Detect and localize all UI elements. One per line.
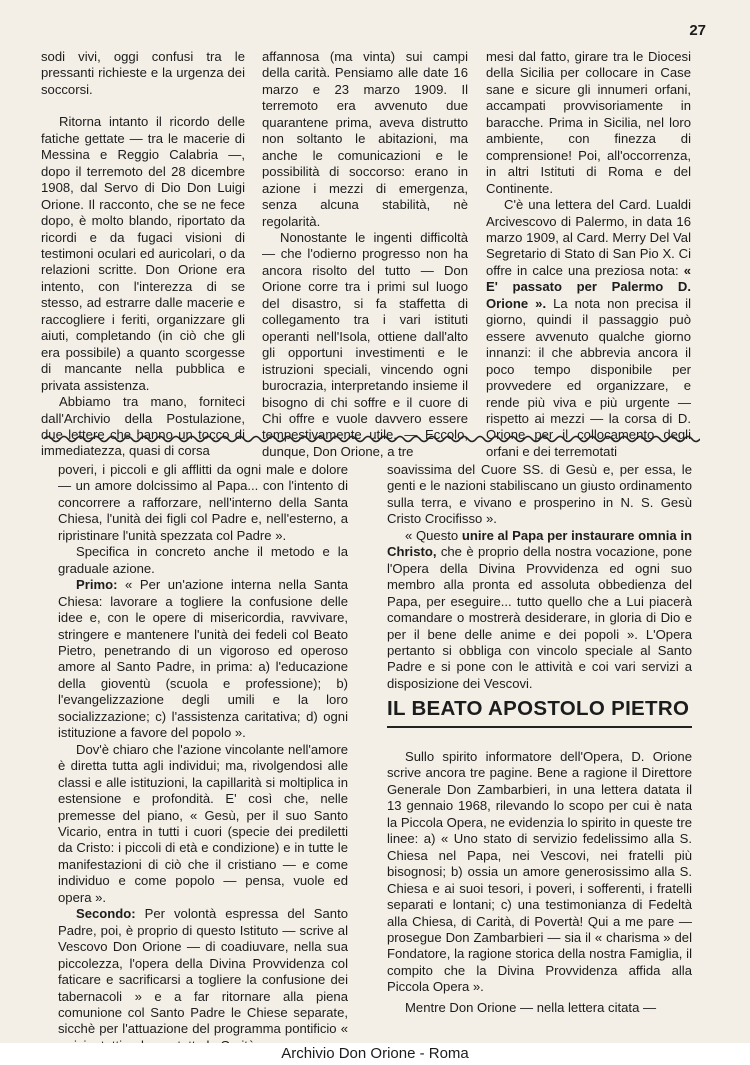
title-underline [387, 726, 692, 728]
paragraph-text: La nota non precisa il giorno, quindi il passaggio può essere avvenuto qualche giorno innanzi: il che abbrevia ancora il poco tempo disponibile per provvedere ed organizzare, e rende più viva e più urgente — rispetto ai mezzi — la corsa di D. Orione per il collocamento degli orfani e dei terremotati [486, 295, 691, 459]
paragraph [486, 197, 691, 460]
paragraph: Abbiamo tra mano, forniteci dall'Archivio della Postulazione, due lettere che hanno un tocco di immediatezza, quasi di corsa [41, 394, 245, 459]
paragraph: affannosa (ma vinta) sui campi della carità. Pensiamo alle date 16 marzo e 23 marzo 1909. Il terremoto era avvenuto due quarantene prima, aveva distrutto non soltanto le abitazioni, ma anche le comunicazioni e le possibilità di soccorso: erano in azione i mezzi di emergenza, senza alcuna stabilità, nè regolarità. [262, 49, 468, 229]
paragraph-lead: Secondo: [76, 906, 136, 922]
top-column-3 [486, 49, 691, 460]
quoted-note: « E' passato per Palermo D. Orione ». [486, 262, 692, 311]
archive-footer: Archivio Don Orione - Roma [0, 1043, 750, 1065]
bold-phrase: unire al Papa per instaurare omnia in Christo, [387, 527, 692, 560]
paragraph-lead: Primo: [76, 577, 118, 593]
page-number: 27 [689, 22, 706, 39]
paragraph-text: C'è una lettera del Card. Lualdi Arcivescovo di Palermo, in data 16 marzo 1909, al Card. Merry Del Val Segretario di Stato di San Pio X. Ci offre in calce una preziosa nota: [486, 197, 691, 278]
paragraph: sodi vivi, oggi confusi tra le pressanti richieste e la urgenza dei soccorsi. [41, 49, 245, 97]
paragraph: Sullo spirito informatore dell'Opera, D. Orione scrive ancora tre pagine. Bene a ragione il Direttore Generale Don Zambarbieri, in una lettera datata il 13 gennaio 1968, rilevando lo scopo per cui è nata la Piccola Opera, ne evidenzia lo spirito in queste tre linee: a) « Uno stato di servizio fedelissimo alla S. Chiesa nel Papa, nei Vescovi, nei fratelli più bisognosi; b) ossia un amore generosissimo alla S. Chiesa e ai suoi tesori, i poveri, i sofferenti, i fratelli separati e lontani; c) una testimonianza di Fedeltà alla Chiesa, di Carità, di Povertà! Qui a me pare — prosegue Don Zambarbieri — sia il « charisma » del Fondatore, la ragione storica della nostra Famiglia, il compito che la Divina Provvidenza affida alla Piccola Opera ». [387, 749, 692, 995]
paragraph: mesi dal fatto, girare tra le Diocesi della Sicilia per collocare in Case sane e sicure gli innumeri orfani, accampati provvisoriamente in baracche. Prima in Sicilia, nel loro ambiente, con finezza di comprensione! Poi, all'occorrenza, in altri Istituti di Roma e del Continente. [486, 49, 691, 196]
paragraph: Ritorna intanto il ricordo delle fatiche gettate — tra le macerie di Messina e Reggio Calabria —, dopo il terremoto del 28 dicembre 1908, dal Servo di Dio Don Luigi Orione. Il racconto, che se ne fece dopo, è molto blando, riportato da ricordi e da fugaci visioni di testimoni oculari ed auricolari, o da relazioni scritte. Don Orione era intento, con l'interezza di se stesso, ad estrarre dalle macerie e raccogliere i feriti, organizzare gli aiuti, completando (in ciò che gli era possibile) a quanto scorgesse di mancante nella pubblica e privata assistenza. [41, 114, 245, 393]
paragraph: poveri, i piccoli e gli afflitti da ogni male e dolore — un amore dolcissimo al Papa... con l'intento di concorrere a rafforzare, nell'interno della Santa Chiesa, l'unità dei figli col Padre e, nell'esterno, a ripristinare l'unità spezzata col Padre ». [58, 462, 348, 543]
paragraph [387, 528, 692, 693]
paragraph: Nonostante le ingenti difficoltà — che l'odierno progresso non ha ancora risolto del tutto — Don Orione corre tra i primi sul luogo del disastro, si fa staffetta di collegamento tra i vari istituti operanti nell'Isola, ottiene dall'alto gli opportuni investimenti e le istruzioni speciali, vincendo ogni burocrazia, interpretando insieme il bisogno di chi soffre e il cuore di Chi offre e vuole davvero essere tempestivamente utile. — Eccolo, dunque, Don Orione, a tre [262, 229, 468, 459]
top-column-1 [41, 49, 245, 460]
section-title: IL BEATO APOSTOLO PIETRO [387, 697, 690, 720]
bottom-column-right-continued [387, 749, 692, 1016]
paragraph-text: Per volontà espressa del Santo Padre, poi, è proprio di questo Istituto — scrive al Vescovo Don Orione — di coadiuvare, nella sua piccolezza, l'opera della Divina Provvidenza col faticare e sacrificarsi a togliere la confusione dei tabernacoli » e a far ritornare alla piena comunione col Santo Padre le Chiese separate, sicchè per l'attuazione del programma pontificio « [58, 906, 348, 1037]
bottom-column-left [58, 462, 348, 1054]
paragraph: Mentre Don Orione — nella lettera citata — [405, 999, 657, 1015]
paragraph-text: « Questo [405, 527, 459, 543]
paragraph: Specifica in concreto anche il metodo e la graduale azione. [58, 544, 348, 576]
top-column-2 [262, 49, 468, 460]
paragraph-text: che è proprio della nostra vocazione, pone l'Opera della Divina Provvidenza ed ogni suo membro alla pronta ed assoluta obbedienza del Papa, per eseguire... tutto quello che a Lui piacerà comandare o mostrerà desiderare, in gloria di Dio e per il bene delle anime e dei popoli ». L'Opera pertanto si obbliga con vincolo speciale al Santo Padre e si pone con le attività e coi vari servizi a disposizione dei Vescovi. [387, 544, 692, 691]
paragraph [58, 906, 348, 1054]
paragraph [58, 577, 348, 742]
paragraph: soavissima del Cuore SS. di Gesù e, per essa, le genti e le nazioni stabiliscano un giusto ordinamento sulla terra, e vivano e prosperino in N. S. Gesù Cristo Crocifisso ». [387, 462, 692, 527]
bottom-column-right [387, 462, 692, 692]
paragraph-text: « Per un'azione interna nella Santa Chiesa: lavorare a togliere la confusione delle idee e, con le opere di misericordia, ravvivare, stringere e mantenere l'unità dei fedeli col Beato Pietro, penetrando di un vigoroso ed operoso amore al Santo Padre, in prima: a) l'educazione della gioventù (scuola e professione); b) l'evangelizzazione degli umili e la loro socializzazione; c) l'assistenza caritativa; d) ogni istituzione a favore del popolo ». [58, 577, 348, 741]
paragraph: Dov'è chiaro che l'azione vincolante nell'amore è diretta tutta agli individui; ma, rivolgendosi alle classi e alle istituzioni, la capillarità si moltiplica in estensione e profondità. E' così che, nelle premesse del piano, « Gesù, per il suo Santo Vicario, entra in tutti i cuori (specie dei prediletti da Cristo: i piccoli di età e condizione) e in tutte le manifestazioni di ciò che il cristiano — e come individuo e come popolo — pensa, vuole ed opera ». [58, 741, 348, 905]
wavy-divider [44, 432, 700, 446]
